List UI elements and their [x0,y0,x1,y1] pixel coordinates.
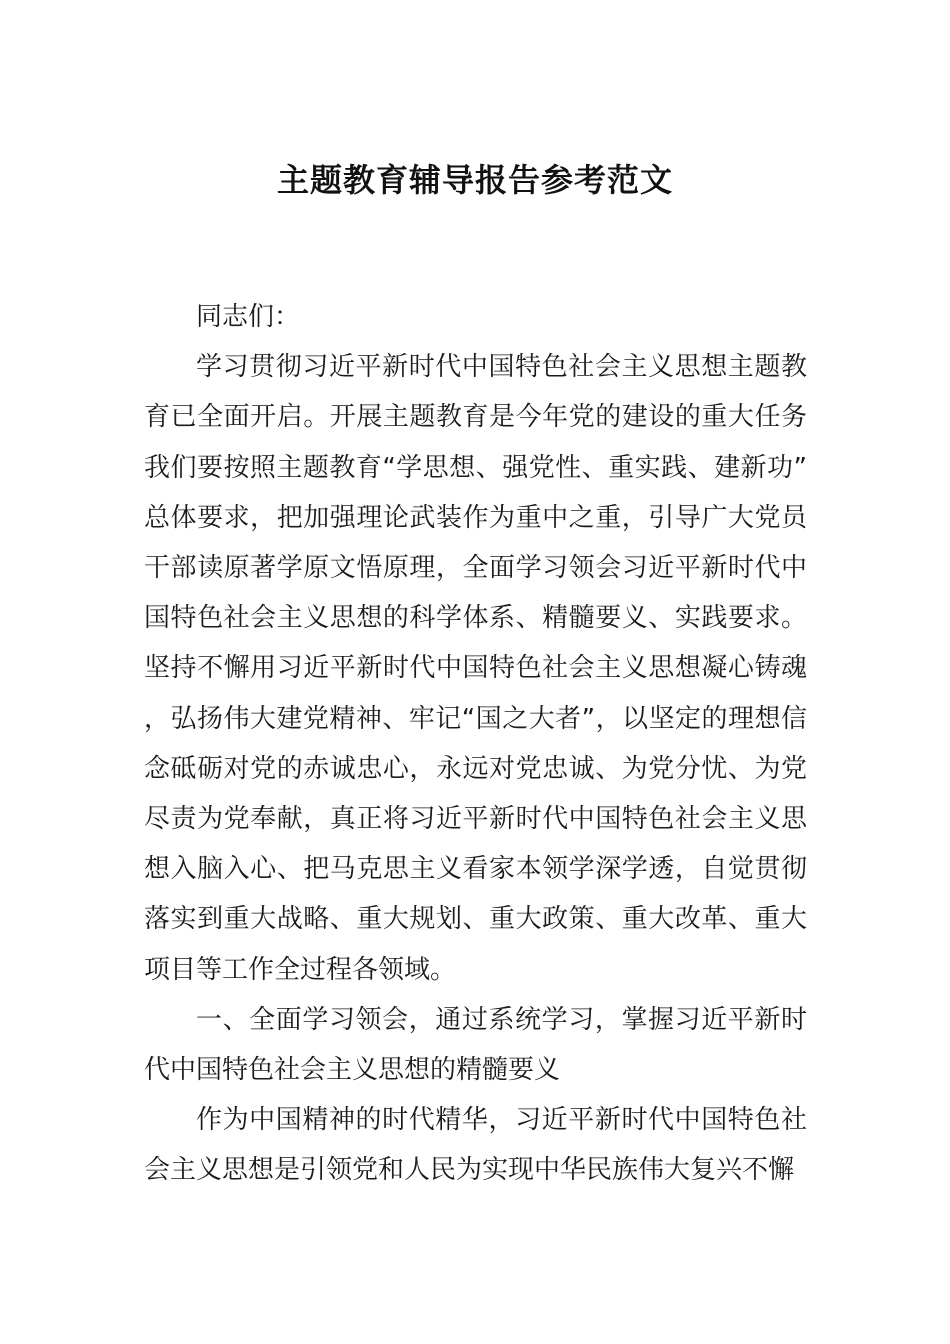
document-body [144,292,807,1196]
section-body-paragraph: 作为中国精神的时代精华，习近平新时代中国特色社会主义思想是引领党和人民为实现中华民族伟大复兴不懈 [144,1105,807,1186]
document-title: 主题教育辅导报告参考范文 [276,161,673,199]
section-heading-paragraph: 一、全面学习领会，通过系统学习，掌握习近平新时代中国特色社会主义思想的精髓要义 [144,1004,807,1086]
salutation-paragraph: 同志们： [196,302,301,332]
intro-paragraph: 学习贯彻习近平新时代中国特色社会主义思想主题教育已全面开启。开展主题教育是今年党的建设的重大任务我们要按照主题教育“学思想、强党性、重实践、建新功”总体要求，把加强理论武装作为重中之重，引导广大党员干部读原著学原文悟原理，全面学习领会习近平新时代中国特色社会主义思想的科学体系、精髓要义、实践要求。坚持不懈用习近平新时代中国特色社会主义思想凝心铸魂，弘扬伟大建党精神、牢记“国之大者”，以坚定的理想信念砥砺对党的赤诚忠心，永远对党忠诚、为党分忧、为党尽责为党奉献，真正将习近平新时代中国特色社会主义思想入脑入心、把马克思主义看家本领学深学透，自觉贯彻落实到重大战略、重大规划、重大政策、重大改革、重大项目等工作全过程各领域。 [144,352,807,985]
